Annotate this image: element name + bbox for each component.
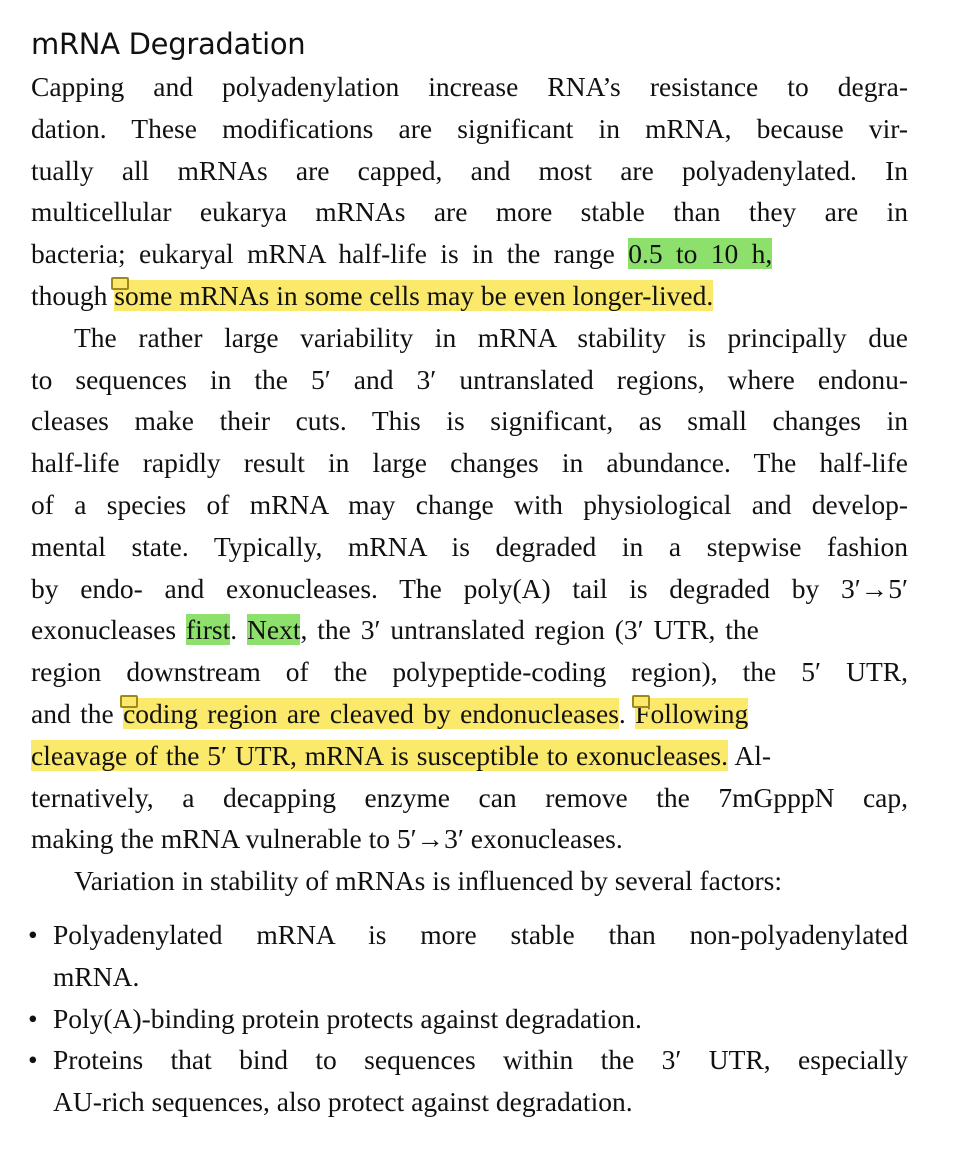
text-line: The rather large variability in mRNA stability is principally due <box>74 321 908 353</box>
factor-list <box>28 914 908 1123</box>
text-line <box>31 609 908 651</box>
green-highlight[interactable]: first <box>185 614 231 646</box>
paragraph-1 <box>31 66 908 317</box>
bullet-dot: • <box>28 918 38 950</box>
text-run: . <box>618 697 636 729</box>
text-run: though <box>31 279 115 311</box>
text-line: to sequences in the 5′ and 3′ untranslated regions, where endonu- <box>31 363 908 395</box>
list-item <box>28 1039 908 1081</box>
text-line <box>31 233 908 275</box>
text-line: cleases make their cuts. This is significant, as small changes in <box>31 405 908 437</box>
text-line: ternatively, a decapping enzyme can remove the 7mGpppN cap, <box>31 781 908 813</box>
text-line: region downstream of the polypeptide-coding region), the 5′ UTR, <box>31 656 908 688</box>
paragraph-2 <box>31 317 908 860</box>
text-line: making the mRNA vulnerable to 5′→3′ exonucleases. <box>31 823 623 855</box>
bullet-dot: • <box>28 1002 38 1034</box>
yellow-highlight[interactable]: coding region are cleaved by endonucleases <box>123 697 619 729</box>
green-highlight[interactable]: 0.5 to 10 h, <box>628 238 773 270</box>
text-line: Capping and polyadenylation increase RNA’s resistance to degra- <box>31 71 908 102</box>
list-item-text: Polyadenylated mRNA is more stable than non-polyadenylated <box>53 918 908 950</box>
list-item-continuation: mRNA. <box>53 960 140 992</box>
list-item <box>28 998 908 1040</box>
text-line <box>31 735 908 777</box>
text-run: bacteria; eukaryal mRNA half-life is in the range <box>31 238 629 270</box>
yellow-highlight[interactable]: some mRNAs in some cells may be even longer-lived. <box>114 279 714 311</box>
list-item-text: Proteins that bind to sequences within the 3′ UTR, especially <box>53 1044 908 1076</box>
text-line: half-life rapidly result in large changes in abundance. The half-life <box>31 447 908 479</box>
paragraph-3: Variation in stability of mRNAs is influenced by several factors: <box>74 865 782 897</box>
text-line: tually all mRNAs are capped, and most are polyadenylated. In <box>31 154 908 186</box>
text-line: by endo- and exonucleases. The poly(A) tail is degraded by 3′→5′ <box>31 572 908 604</box>
green-highlight[interactable]: Next <box>247 614 301 646</box>
bullet-dot: • <box>28 1044 38 1076</box>
text-run: , the 3′ untranslated region (3′ UTR, the <box>300 614 759 646</box>
text-line <box>31 693 908 735</box>
text-line: mental state. Typically, mRNA is degraded in a stepwise fashion <box>31 530 908 562</box>
list-item <box>28 914 908 956</box>
text-line: dation. These modifications are significant in mRNA, because vir- <box>31 112 908 144</box>
text-run: . <box>230 614 248 646</box>
yellow-highlight[interactable]: cleavage of the 5′ UTR, mRNA is susceptible to exonucleases. <box>31 739 728 771</box>
document-page <box>28 22 908 1123</box>
list-item-continuation: AU-rich sequences, also protect against degradation. <box>53 1086 633 1118</box>
text-line: multicellular eukarya mRNAs are more stable than they are in <box>31 196 908 228</box>
text-line: of a species of mRNA may change with physiological and develop- <box>31 488 908 520</box>
list-item-text: Poly(A)-binding protein protects against degradation. <box>53 1002 642 1034</box>
text-run: exonucleases <box>31 614 186 646</box>
text-line <box>31 275 908 317</box>
text-run: Al- <box>728 739 772 771</box>
text-run: and the <box>31 697 124 729</box>
yellow-highlight[interactable]: Following <box>635 697 749 729</box>
section-heading: mRNA Degradation <box>31 27 306 61</box>
